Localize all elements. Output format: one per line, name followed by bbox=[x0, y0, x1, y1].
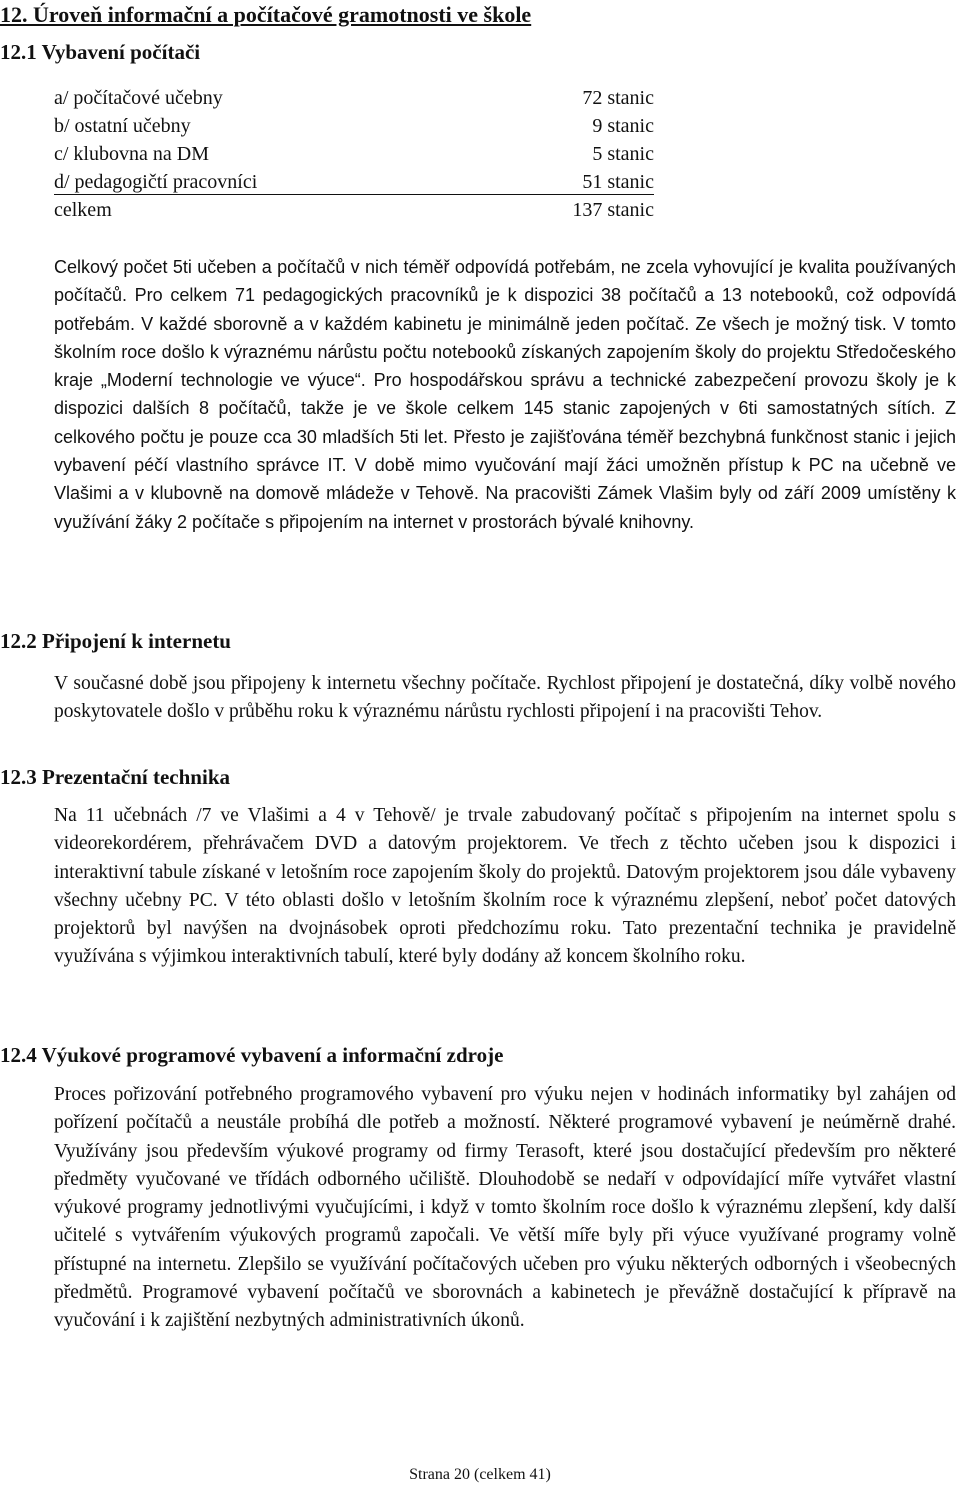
section-4-paragraph: Proces pořizování potřebného programového vybavení pro výuku nejen v hodinách informatiky byl zahájen od pořízení počítačů a neustále probíhá dle potřeb a možností. Některé programové vybavení je neúměrně drahé. Využívány jsou především výukové programy od firmy Terasoft, které jsou dostačující především pro některé předměty vyučované ve třídách odborného učiliště. Dlouhodobě se nedaří v odpovídající míře vytvářet vlastní výukové programy jednotlivými vyučujícími, i když v tomto školním roce došlo k výraznému zlepšení, kdy další učitelé s vytvářením výukových programů započali. Ve větší míře byly při výuce využívané programy volně přístupné na internetu. Zlepšilo se využívání počítačových učeben pro výuku některých odborných i všeobecných předmětů. Programové vybavení počítačů ve sborovnách a kabinetech je převážně dostačující k přípravě na vyučování i k zajištění nezbytných administrativních úkonů. bbox=[54, 1084, 956, 1332]
equipment-label: b/ ostatní učebny bbox=[54, 115, 191, 137]
equipment-label: celkem bbox=[54, 199, 112, 221]
equipment-row bbox=[54, 168, 654, 196]
section-1-paragraph: Celkový počet 5ti učeben a počítačů v nich téměř odpovídá potřebám, ne zcela vyhovující je kvalita používaných počítačů. Pro celkem 71 pedagogických pracovníků je k dispozici 38 počítačů a 13 notebooků, což odpovídá potřebám. V každé sborovně a v každém kabinetu je minimálně jeden počítač. Ze všech je možný tisk. V tomto školním roce došlo k výraznému nárůstu počtu notebooků získaných zapojením školy do projektu Středočeského kraje „Moderní technologie ve výuce“. Pro hospodářskou správu a technické zabezpečení provozu školy je k dispozici dalších 8 počítačů, takže je ve škole celkem 145 stanic zapojených v 6ti samostatných sítích. Z celkového počtu je pouze cca 30 mladších 5ti let. Přesto je zajišťována téměř bezchybná funkčnost stanic i jejich vybavení péčí vlastního správce IT. V době mimo vyučování mají žáci umožněn přístup k PC na učebně ve Vlašimi a v klubovně na domově mládeže v Tehově. Na pracovišti Zámek Vlašim byly od září 2009 umístěny k využívání žáky 2 počítače s připojením na internet v prostorách bývalé knihovny. bbox=[54, 257, 956, 532]
equipment-label: c/ klubovna na DM bbox=[54, 143, 209, 165]
equipment-value: 5 stanic bbox=[592, 143, 654, 165]
equipment-list bbox=[54, 84, 654, 224]
equipment-total-row bbox=[54, 196, 654, 224]
equipment-value: 137 stanic bbox=[572, 199, 654, 221]
section-3-paragraph: Na 11 učebnách /7 ve Vlašimi a 4 v Tehově/ je trvale zabudovaný počítač s připojením na internet spolu s videorekordérem, přehrávačem DVD a datovým projektorem. Ve třech z těchto učeben jsou k dispozici i interaktivní tabule získané v letošním roce zapojením školy do projektů. Datovým projektorem jsou dále vybaveny všechny učebny PC. V této oblasti došlo v letošním školním roce k výraznému zlepšení, neboť počet datových projektorů byl navýšen na dvojnásobek oproti předchozímu roku. Tato prezentační technika je pravidelně využívána s výjimkou interaktivních tabulí, které byly dodány až koncem školního roku. bbox=[54, 805, 956, 968]
equipment-row bbox=[54, 84, 654, 112]
equipment-value: 51 stanic bbox=[582, 171, 654, 193]
section-2-paragraph: V současné době jsou připojeny k internetu všechny počítače. Rychlost připojení je dostatečná, díky volbě nového poskytovatele došlo v průběhu roku k výraznému nárůstu rychlosti připojení i na pracovišti Tehov. bbox=[54, 673, 956, 723]
equipment-row bbox=[54, 112, 654, 140]
section-2-title: 12.2 Připojení k internetu bbox=[0, 629, 231, 653]
equipment-label: d/ pedagogičtí pracovníci bbox=[54, 171, 258, 193]
chapter-heading: 12. Úroveň informační a počítačové gramotnosti ve škole bbox=[0, 2, 532, 27]
equipment-value: 9 stanic bbox=[592, 115, 654, 137]
equipment-value: 72 stanic bbox=[582, 87, 654, 109]
section-3-title: 12.3 Prezentační technika bbox=[0, 765, 230, 789]
page-number-footer: Strana 20 (celkem 41) bbox=[409, 1466, 551, 1483]
total-divider bbox=[54, 194, 654, 195]
section-1-title: 12.1 Vybavení počítači bbox=[0, 40, 201, 64]
section-4-title: 12.4 Výukové programové vybavení a informační zdroje bbox=[0, 1043, 504, 1067]
equipment-row bbox=[54, 140, 654, 168]
equipment-label: a/ počítačové učebny bbox=[54, 87, 223, 109]
